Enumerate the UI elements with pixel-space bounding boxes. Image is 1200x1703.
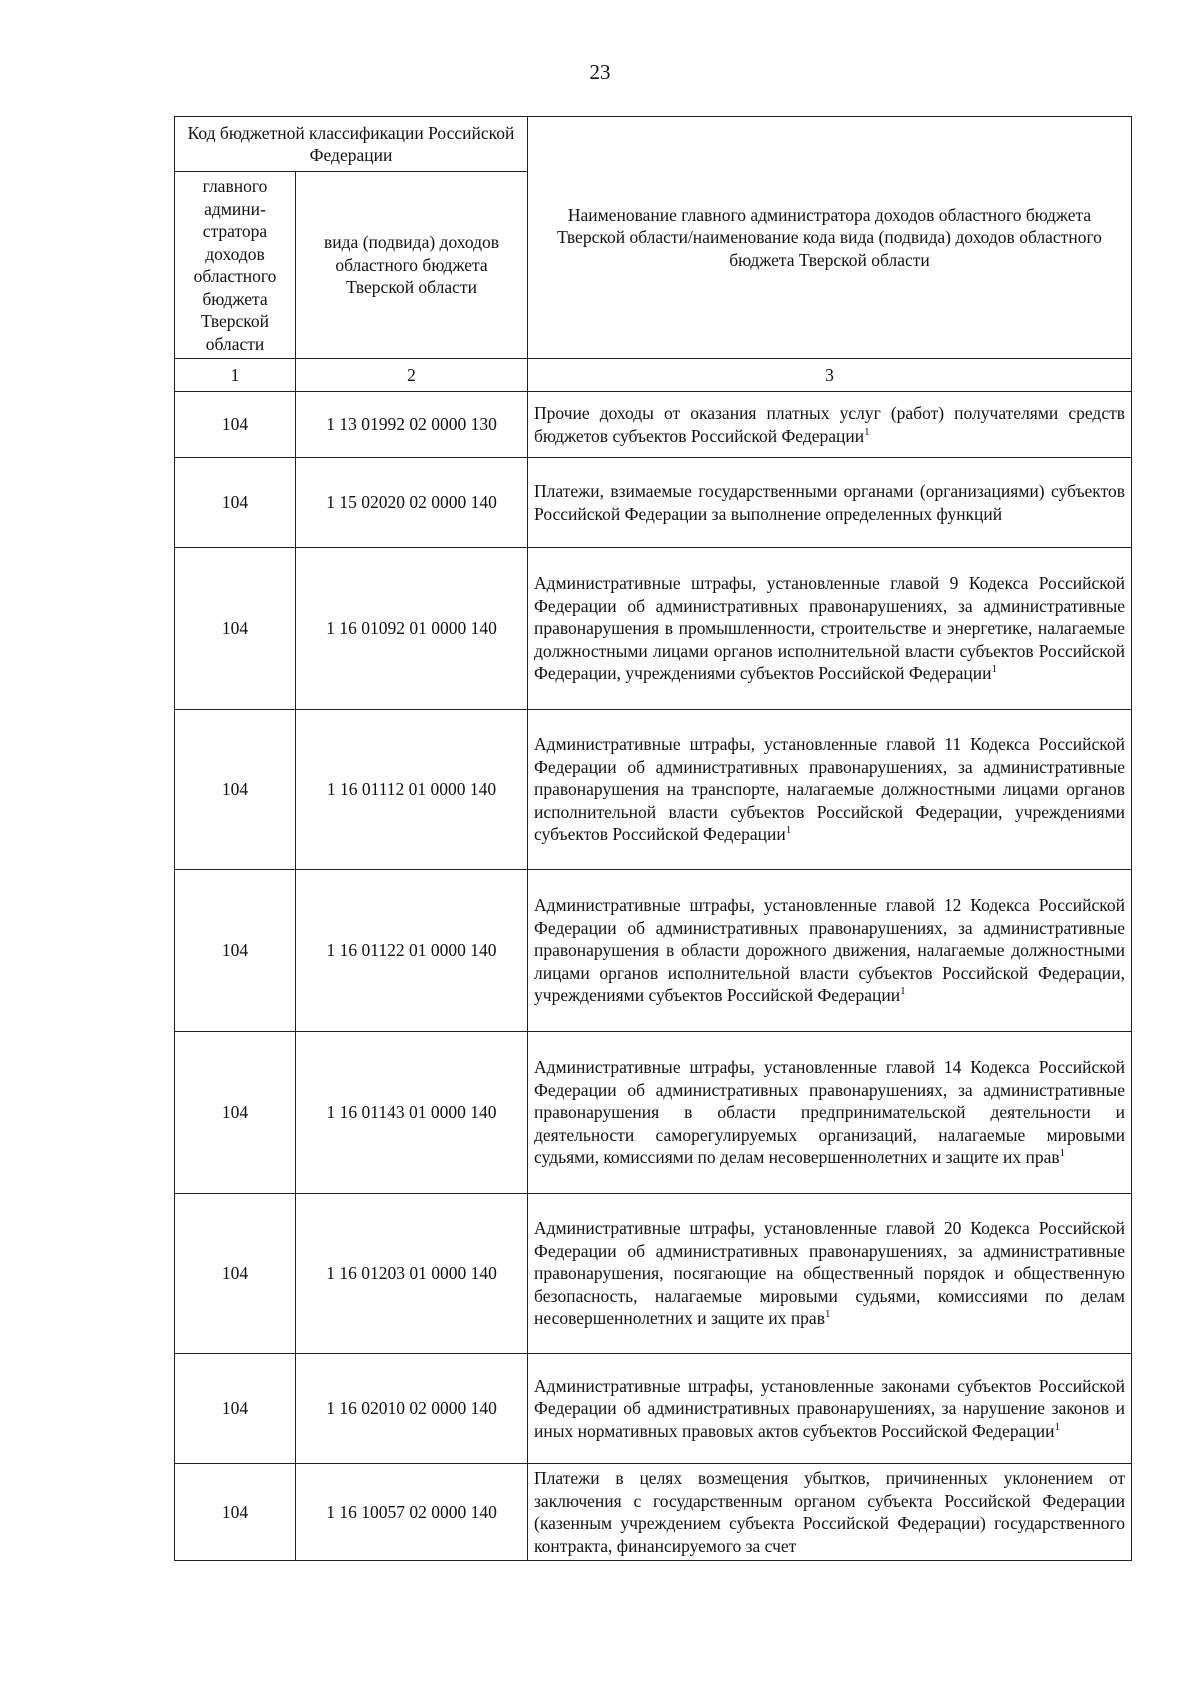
footnote-marker: 1 [900,985,906,998]
footnote-marker: 1 [1059,1147,1066,1160]
admin-code-cell: 104 [175,1464,296,1561]
revenue-name-cell [528,710,1132,870]
header-col2-title: вида (подвида) доходов областного бюджета Тверской области [296,172,528,359]
table-row [175,870,1132,1032]
table-row [175,1194,1132,1354]
footnote-marker: 1 [1054,1420,1060,1433]
revenue-name-cell [528,1194,1132,1354]
table-row [175,458,1132,548]
revenue-name-cell [528,458,1132,548]
kbk-code-cell: 1 16 10057 02 0000 140 [296,1464,528,1561]
kbk-code-cell: 1 16 02010 02 0000 140 [296,1354,528,1464]
revenue-name-cell [528,1354,1132,1464]
footnote-marker: 1 [991,663,998,676]
kbk-code-cell: 1 13 01992 02 0000 130 [296,392,528,458]
admin-code-cell: 104 [175,1032,296,1194]
kbk-code-cell: 1 16 01203 01 0000 140 [296,1194,528,1354]
kbk-code-cell: 1 16 01143 01 0000 140 [296,1032,528,1194]
admin-code-cell: 104 [175,548,296,710]
table-row [175,1464,1132,1561]
admin-code-cell: 104 [175,870,296,1032]
revenue-name-cell [528,1032,1132,1194]
revenue-name-text: Административные штрафы, установленные главой 11 Кодекса Российской Федерации об административных правонарушениях, за административные правонарушения на транспорте, налагаемые должностными лицами органов исполнительной власти субъектов Российской Федерации, учреждениями субъектов Российской Федерации [534,734,1126,845]
footnote-marker: 1 [824,1308,831,1321]
footnote-marker: 1 [864,425,870,438]
header-col1-title: главного админи-стратора доходов областного бюджета Тверской области [175,172,296,359]
column-number-row [175,359,1132,392]
admin-code-cell: 104 [175,710,296,870]
kbk-code-cell: 1 15 02020 02 0000 140 [296,458,528,548]
page-number: 23 [589,60,611,84]
table-row [175,392,1132,458]
revenue-name-cell [528,548,1132,710]
header-group-title: Код бюджетной классификации Российской Федерации [175,117,528,172]
kbk-code-cell: 1 16 01112 01 0000 140 [296,710,528,870]
revenue-name-text: Административные штрафы, установленные главой 12 Кодекса Российской Федерации об административных правонарушениях, за административные правонарушения в области дорожного движения, налагаемые должностными лицами органов исполнительной власти субъектов Российской Федерации, учреждениями субъектов Российской Федерации [534,895,1126,1006]
budget-classification-table [174,116,1132,1561]
admin-code-cell: 104 [175,392,296,458]
column-number-1: 1 [175,359,296,392]
revenue-name-text: Административные штрафы, установленные главой 14 Кодекса Российской Федерации об административных правонарушениях, за административные правонарушения в области предпринимательской деятельности и деятельности саморегулируемых организаций, налагаемые мировыми судьями, комиссиями по делам несовершеннолетних и защите их прав [534,1057,1126,1168]
table-row [175,1032,1132,1194]
footnote-marker: 1 [785,824,792,837]
revenue-name-cell [528,870,1132,1032]
column-number-3: 3 [528,359,1132,392]
header-row-group [175,117,1132,172]
column-number-2: 2 [296,359,528,392]
admin-code-cell: 104 [175,1354,296,1464]
table-row [175,548,1132,710]
admin-code-cell: 104 [175,1194,296,1354]
revenue-name-text: Платежи, взимаемые государственными органами (организациями) субъектов Российской Федерации за выполнение определенных функций [534,481,1126,524]
revenue-name-text: Административные штрафы, установленные законами субъектов Российской Федерации об административных правонарушениях, за нарушение законов и иных нормативных правовых актов субъектов Российской Федерации [534,1375,1126,1441]
kbk-code-cell: 1 16 01092 01 0000 140 [296,548,528,710]
revenue-name-text: Административные штрафы, установленные главой 20 Кодекса Российской Федерации об административных правонарушениях, за административные правонарушения, посягающие на общественный порядок и общественную безопасность, налагаемые мировыми судьями, комиссиями по делам несовершеннолетних и защите их прав [534,1218,1126,1329]
revenue-name-cell [528,392,1132,458]
kbk-code-cell: 1 16 01122 01 0000 140 [296,870,528,1032]
header-col3-title: Наименование главного администратора доходов областного бюджета Тверской области/наименование кода вида (подвида) доходов областного бюджета Тверской области [528,117,1132,359]
table-body [175,117,1132,1561]
revenue-name-text: Прочие доходы от оказания платных услуг (работ) получателями средств бюджетов субъектов Российской Федерации [534,403,1126,446]
admin-code-cell: 104 [175,458,296,548]
table-row [175,710,1132,870]
revenue-name-cell [528,1464,1132,1561]
revenue-name-text: Административные штрафы, установленные главой 9 Кодекса Российской Федерации об административных правонарушениях, за административные правонарушения в промышленности, строительстве и энергетике, налагаемые должностными лицами органов исполнительной власти субъектов Российской Федерации, учреждениями субъектов Российской Федерации [534,573,1126,684]
revenue-name-text: Платежи в целях возмещения убытков, причиненных уклонением от заключения с государственным органом субъекта Российской Федерации (казенным учреждением субъекта Российской Федерации) государственного контракта, финансируемого за счет [534,1468,1126,1556]
table-row [175,1354,1132,1464]
